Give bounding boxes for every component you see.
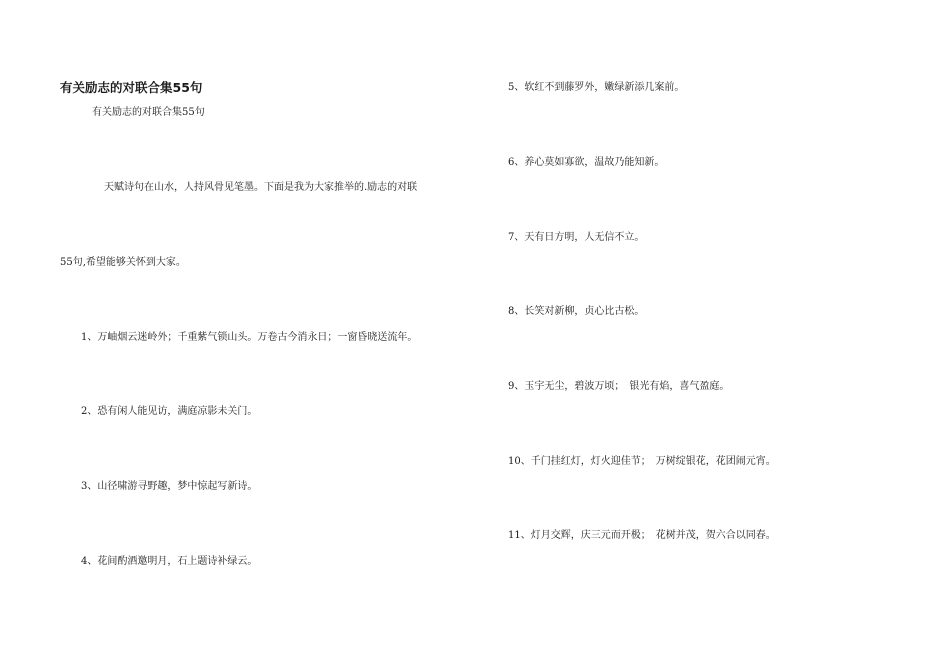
couplet-item-2: 2、恐有闲人能见访，满庭凉影未关门。 [81, 406, 258, 417]
couplet-item-1: 1、万岫烟云迷岭外；千重紫气锁山头。万卷古今消永日；一窗昏晓送流年。 [81, 332, 418, 343]
couplet-item-5: 5、软红不到藤罗外，嫩绿新添几案前。 [508, 82, 685, 93]
intro-paragraph-line-2: 55句,希望能够关怀到大家。 [60, 257, 186, 268]
couplet-item-10: 10、千门挂红灯，灯火迎佳节； 万树绽银花，花团闹元宵。 [508, 456, 776, 467]
couplet-item-8: 8、长笑对新柳，贞心比古松。 [508, 306, 645, 317]
document-subtitle: 有关励志的对联合集55句 [92, 107, 205, 118]
couplet-item-3: 3、山径啸游寻野趣，梦中惊起写新诗。 [81, 481, 258, 492]
couplet-item-6: 6、养心莫如寡欲，温故乃能知新。 [508, 157, 665, 168]
document-title: 有关励志的对联合集55句 [60, 80, 203, 95]
couplet-item-4: 4、花间酌酒邀明月，石上题诗补绿云。 [81, 556, 258, 567]
intro-paragraph-line-1: 天赋诗句在山水，人持风骨见笔墨。下面是我为大家推举的.励志的对联 [104, 182, 418, 193]
couplet-item-11: 11、灯月交辉，庆三元而开极； 花树并茂，贺六合以同春。 [508, 530, 776, 541]
couplet-item-7: 7、天有日方明，人无信不立。 [508, 232, 645, 243]
couplet-item-9: 9、玉宇无尘，碧波万顷； 银光有焰，喜气盈庭。 [508, 381, 730, 392]
